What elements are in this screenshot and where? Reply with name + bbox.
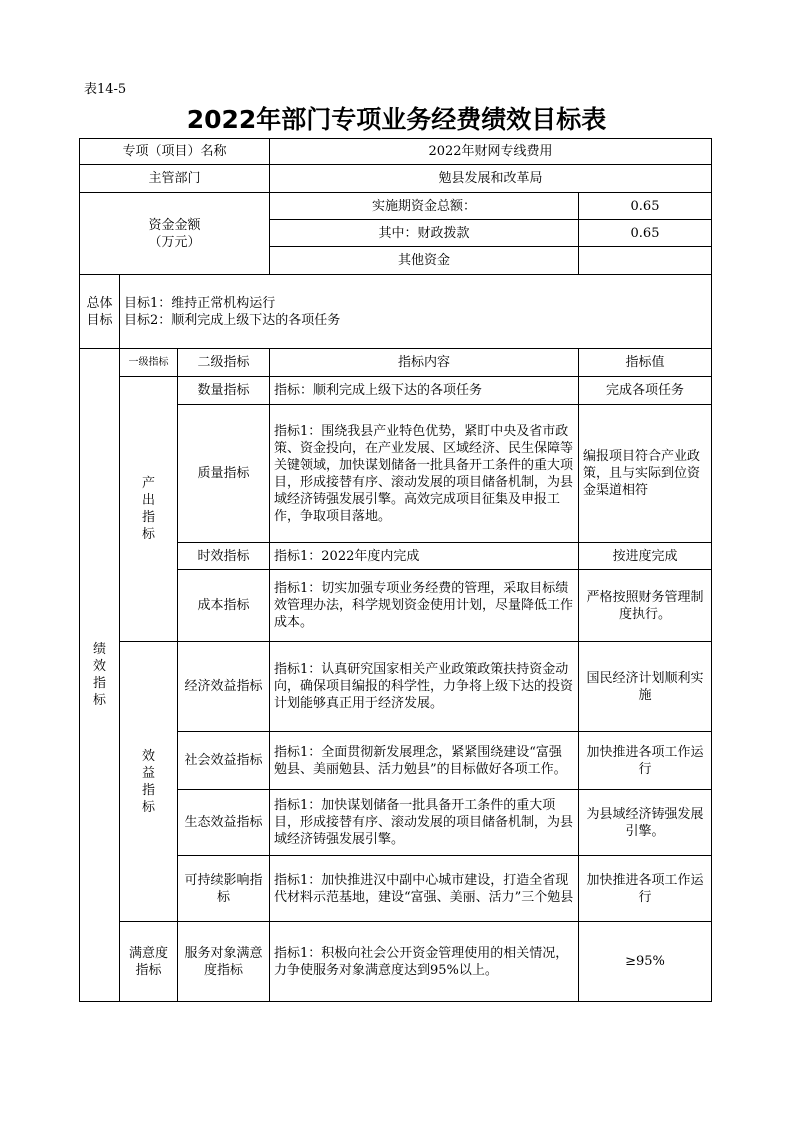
economic-indicator-value: 国民经济计划顺利实施 [579, 642, 712, 732]
overall-goal-2: 目标2：顺利完成上级下达的各项任务 [124, 312, 341, 328]
quality-indicator-content: 指标1：围绕我县产业特色优势，紧盯中央及省市政策、资金投向，在产业发展、区域经济、民生保障等关键领域，加快谋划储备一批具备开工条件的重大项目，形成接替有序、滚动发展的项目储备机制，为县域经济铸强发展引擎。高效完成项目征集及申报工作，争取项目落地。 [270, 405, 579, 543]
benefit-indicator-label [120, 642, 178, 922]
performance-indicator-text: 绩效指标 [93, 642, 107, 708]
overall-goal-1: 目标1：维持正常机构运行 [124, 295, 276, 311]
table-row [80, 922, 712, 1002]
header-value: 指标值 [579, 349, 712, 377]
timeliness-indicator-content: 指标1：2022年度内完成 [270, 543, 579, 570]
document-code: 表14-5 [84, 82, 127, 97]
ecological-indicator-name: 生态效益指标 [178, 790, 270, 856]
header-level1: 一级指标 [120, 349, 178, 377]
table-row [80, 193, 712, 220]
funds-finance-value: 0.65 [579, 220, 712, 247]
quality-indicator-name: 质量指标 [178, 405, 270, 543]
header-level2: 二级指标 [178, 349, 270, 377]
timeliness-indicator-value: 按进度完成 [579, 543, 712, 570]
funds-other-label: 其他资金 [270, 247, 579, 275]
project-name-label: 专项（项目）名称 [80, 139, 270, 165]
table-row [80, 165, 712, 193]
cost-indicator-name: 成本指标 [178, 570, 270, 642]
table-row [80, 377, 712, 405]
funds-total-value: 0.65 [579, 193, 712, 220]
service-satisfaction-content: 指标1：积极向社会公开资金管理使用的相关情况，力争使服务对象满意度达到95%以上。 [270, 922, 579, 1002]
funds-label [80, 193, 270, 275]
economic-indicator-content: 指标1：认真研究国家相关产业政策政策扶持资金动向，确保项目编报的科学性，力争将上级下达的投资计划能够真正用于经济发展。 [270, 642, 579, 732]
service-satisfaction-name: 服务对象满意度指标 [178, 922, 270, 1002]
table-row [80, 642, 712, 732]
output-indicator-label [120, 377, 178, 642]
output-indicator-text: 产出指标 [142, 476, 156, 542]
satisfaction-indicator-label: 满意度指标 [120, 922, 178, 1002]
performance-indicator-label [80, 349, 120, 1002]
funds-other-value [579, 247, 712, 275]
social-indicator-content: 指标1：全面贯彻新发展理念，紧紧围绕建设“富强勉县、美丽勉县、活力勉县”的目标做好各项工作。 [270, 732, 579, 790]
project-name-value: 2022年财网专线费用 [270, 139, 712, 165]
timeliness-indicator-name: 时效指标 [178, 543, 270, 570]
overall-goal-label: 总体目标 [80, 275, 120, 349]
table-row [80, 349, 712, 377]
social-indicator-name: 社会效益指标 [178, 732, 270, 790]
cost-indicator-content: 指标1：切实加强专项业务经费的管理，采取目标绩效管理办法，科学规划资金使用计划，尽量降低工作成本。 [270, 570, 579, 642]
social-indicator-value: 加快推进各项工作运行 [579, 732, 712, 790]
economic-indicator-name: 经济效益指标 [178, 642, 270, 732]
header-content: 指标内容 [270, 349, 579, 377]
funds-finance-label: 其中：财政拨款 [270, 220, 579, 247]
document-title: 2022年部门专项业务经费绩效目标表 [186, 105, 607, 134]
sustainable-indicator-name: 可持续影响指标 [178, 856, 270, 922]
service-satisfaction-value: ≥95% [579, 922, 712, 1002]
funds-label-line1: 资金金额 [148, 217, 201, 233]
quality-indicator-value: 编报项目符合产业政策，且与实际到位资金渠道相符 [579, 405, 712, 543]
overall-goals [120, 275, 712, 349]
sustainable-indicator-value: 加快推进各项工作运行 [579, 856, 712, 922]
performance-table [79, 138, 712, 1002]
funds-total-label: 实施期资金总额： [270, 193, 579, 220]
quantity-indicator-name: 数量指标 [178, 377, 270, 405]
table-row [80, 275, 712, 349]
ecological-indicator-value: 为县域经济铸强发展引擎。 [579, 790, 712, 856]
table-row [80, 139, 712, 165]
cost-indicator-value: 严格按照财务管理制度执行。 [579, 570, 712, 642]
quantity-indicator-content: 指标：顺利完成上级下达的各项任务 [270, 377, 579, 405]
department-label: 主管部门 [80, 165, 270, 193]
sustainable-indicator-content: 指标1：加快推进汉中副中心城市建设，打造全省现代材料示范基地，建设“富强、美丽、活力”三个勉县 [270, 856, 579, 922]
department-value: 勉县发展和改革局 [270, 165, 712, 193]
ecological-indicator-content: 指标1：加快谋划储备一批具备开工条件的重大项目，形成接替有序、滚动发展的项目储备机制，为县域经济铸强发展引擎。 [270, 790, 579, 856]
benefit-indicator-text: 效益指标 [142, 748, 156, 815]
quantity-indicator-value: 完成各项任务 [579, 377, 712, 405]
funds-label-line2: （万元） [148, 234, 201, 250]
